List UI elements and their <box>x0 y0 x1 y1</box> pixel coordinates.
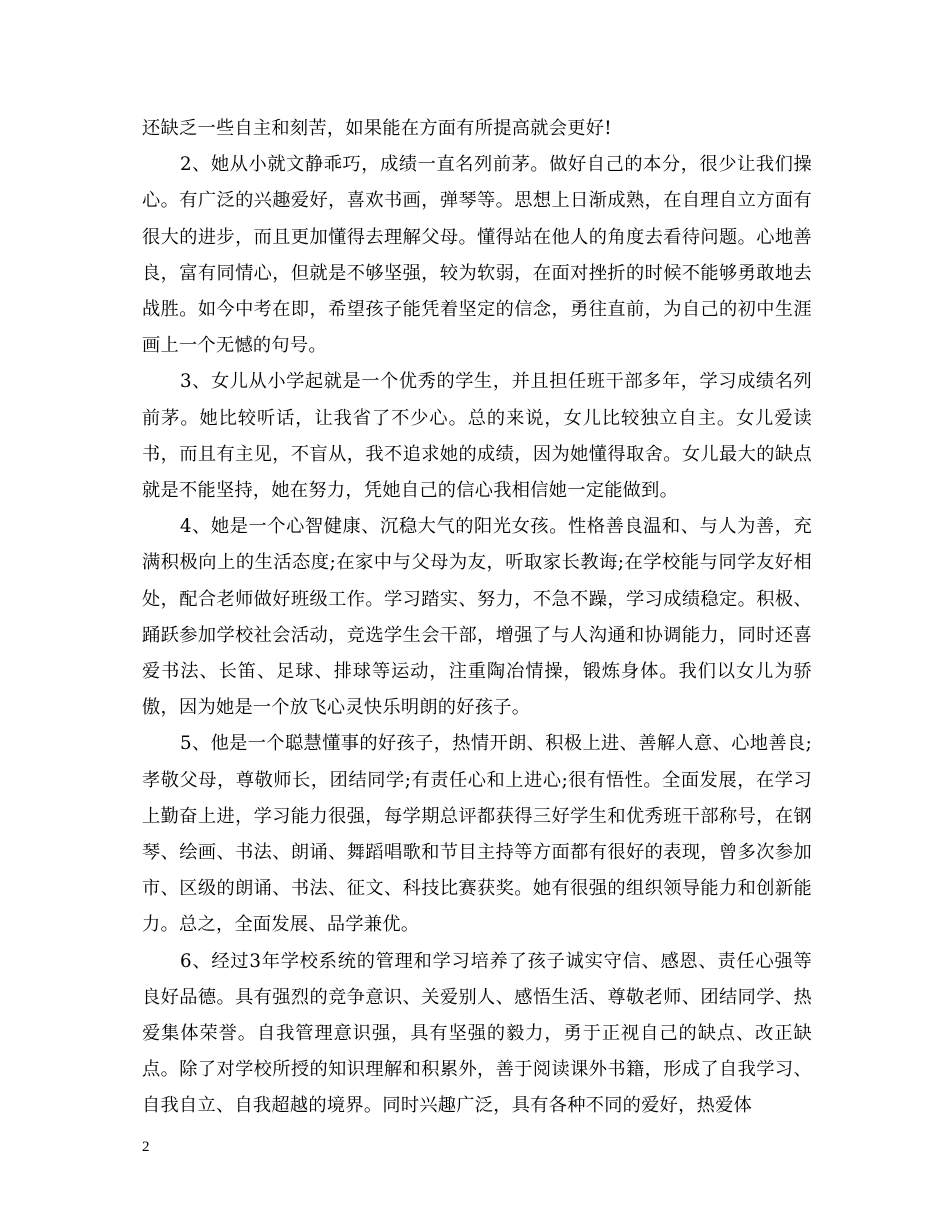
page-number: 2 <box>142 1139 150 1155</box>
body-text <box>142 111 812 1125</box>
paragraph-3: 3、女儿从小学起就是一个优秀的学生，并且担任班干部多年，学习成绩名列前茅。她比较听话，让我省了不少心。总的来说，女儿比较独立自主。女儿爱读书，而且有主见，不盲从，我不追求她的成绩，因为她懂得取舍。女儿最大的缺点就是不能坚持，她在努力，凭她自己的信心我相信她一定能做到。 <box>142 371 812 502</box>
paragraph-5: 5、他是一个聪慧懂事的好孩子，热情开朗、积极上进、善解人意、心地善良;孝敬父母，尊敬师长，团结同学;有责任心和上进心;很有悟性。全面发展，在学习上勤奋上进，学习能力很强，每学期总评都获得三好学生和优秀班干部称号，在钢琴、绘画、书法、朗诵、舞蹈唱歌和节目主持等方面都有很好的表现，曾多次参加市、区级的朗诵、书法、征文、科技比赛获奖。她有很强的组织领导能力和创新能力。总之，全面发展、品学兼优。 <box>142 733 812 936</box>
paragraph-continuation: 还缺乏一些自主和刻苦，如果能在方面有所提高就会更好! <box>142 118 612 139</box>
paragraph-2: 2、她从小就文静乖巧，成绩一直名列前茅。做好自己的本分，很少让我们操心。有广泛的兴趣爱好，喜欢书画，弹琴等。思想上日渐成熟，在自理自立方面有很大的进步，而且更加懂得去理解父母。懂得站在他人的角度去看待问题。心地善良，富有同情心，但就是不够坚强，较为软弱，在面对挫折的时候不能够勇敢地去战胜。如今中考在即，希望孩子能凭着坚定的信念，勇往直前，为自己的初中生涯画上一个无憾的句号。 <box>142 154 812 357</box>
paragraph-6: 6、经过3年学校系统的管理和学习培养了孩子诚实守信、感恩、责任心强等良好品德。具有强烈的竞争意识、关爱别人、感悟生活、尊敬老师、团结同学、热爱集体荣誉。自我管理意识强，具有坚强的毅力，勇于正视自己的缺点、改正缺点。除了对学校所授的知识理解和积累外，善于阅读课外书籍，形成了自我学习、自我自立、自我超越的境界。同时兴趣广泛，具有各种不同的爱好，热爱体 <box>142 950 812 1117</box>
paragraph-4: 4、她是一个心智健康、沉稳大气的阳光女孩。性格善良温和、与人为善，充满积极向上的生活态度;在家中与父母为友，听取家长教诲;在学校能与同学友好相处，配合老师做好班级工作。学习踏实、努力，不急不躁，学习成绩稳定。积极、踊跃参加学校社会活动，竞选学生会干部，增强了与人沟通和协调能力，同时还喜爱书法、长笛、足球、排球等运动，注重陶冶情操，锻炼身体。我们以女儿为骄傲，因为她是一个放飞心灵快乐明朗的好孩子。 <box>142 516 812 719</box>
